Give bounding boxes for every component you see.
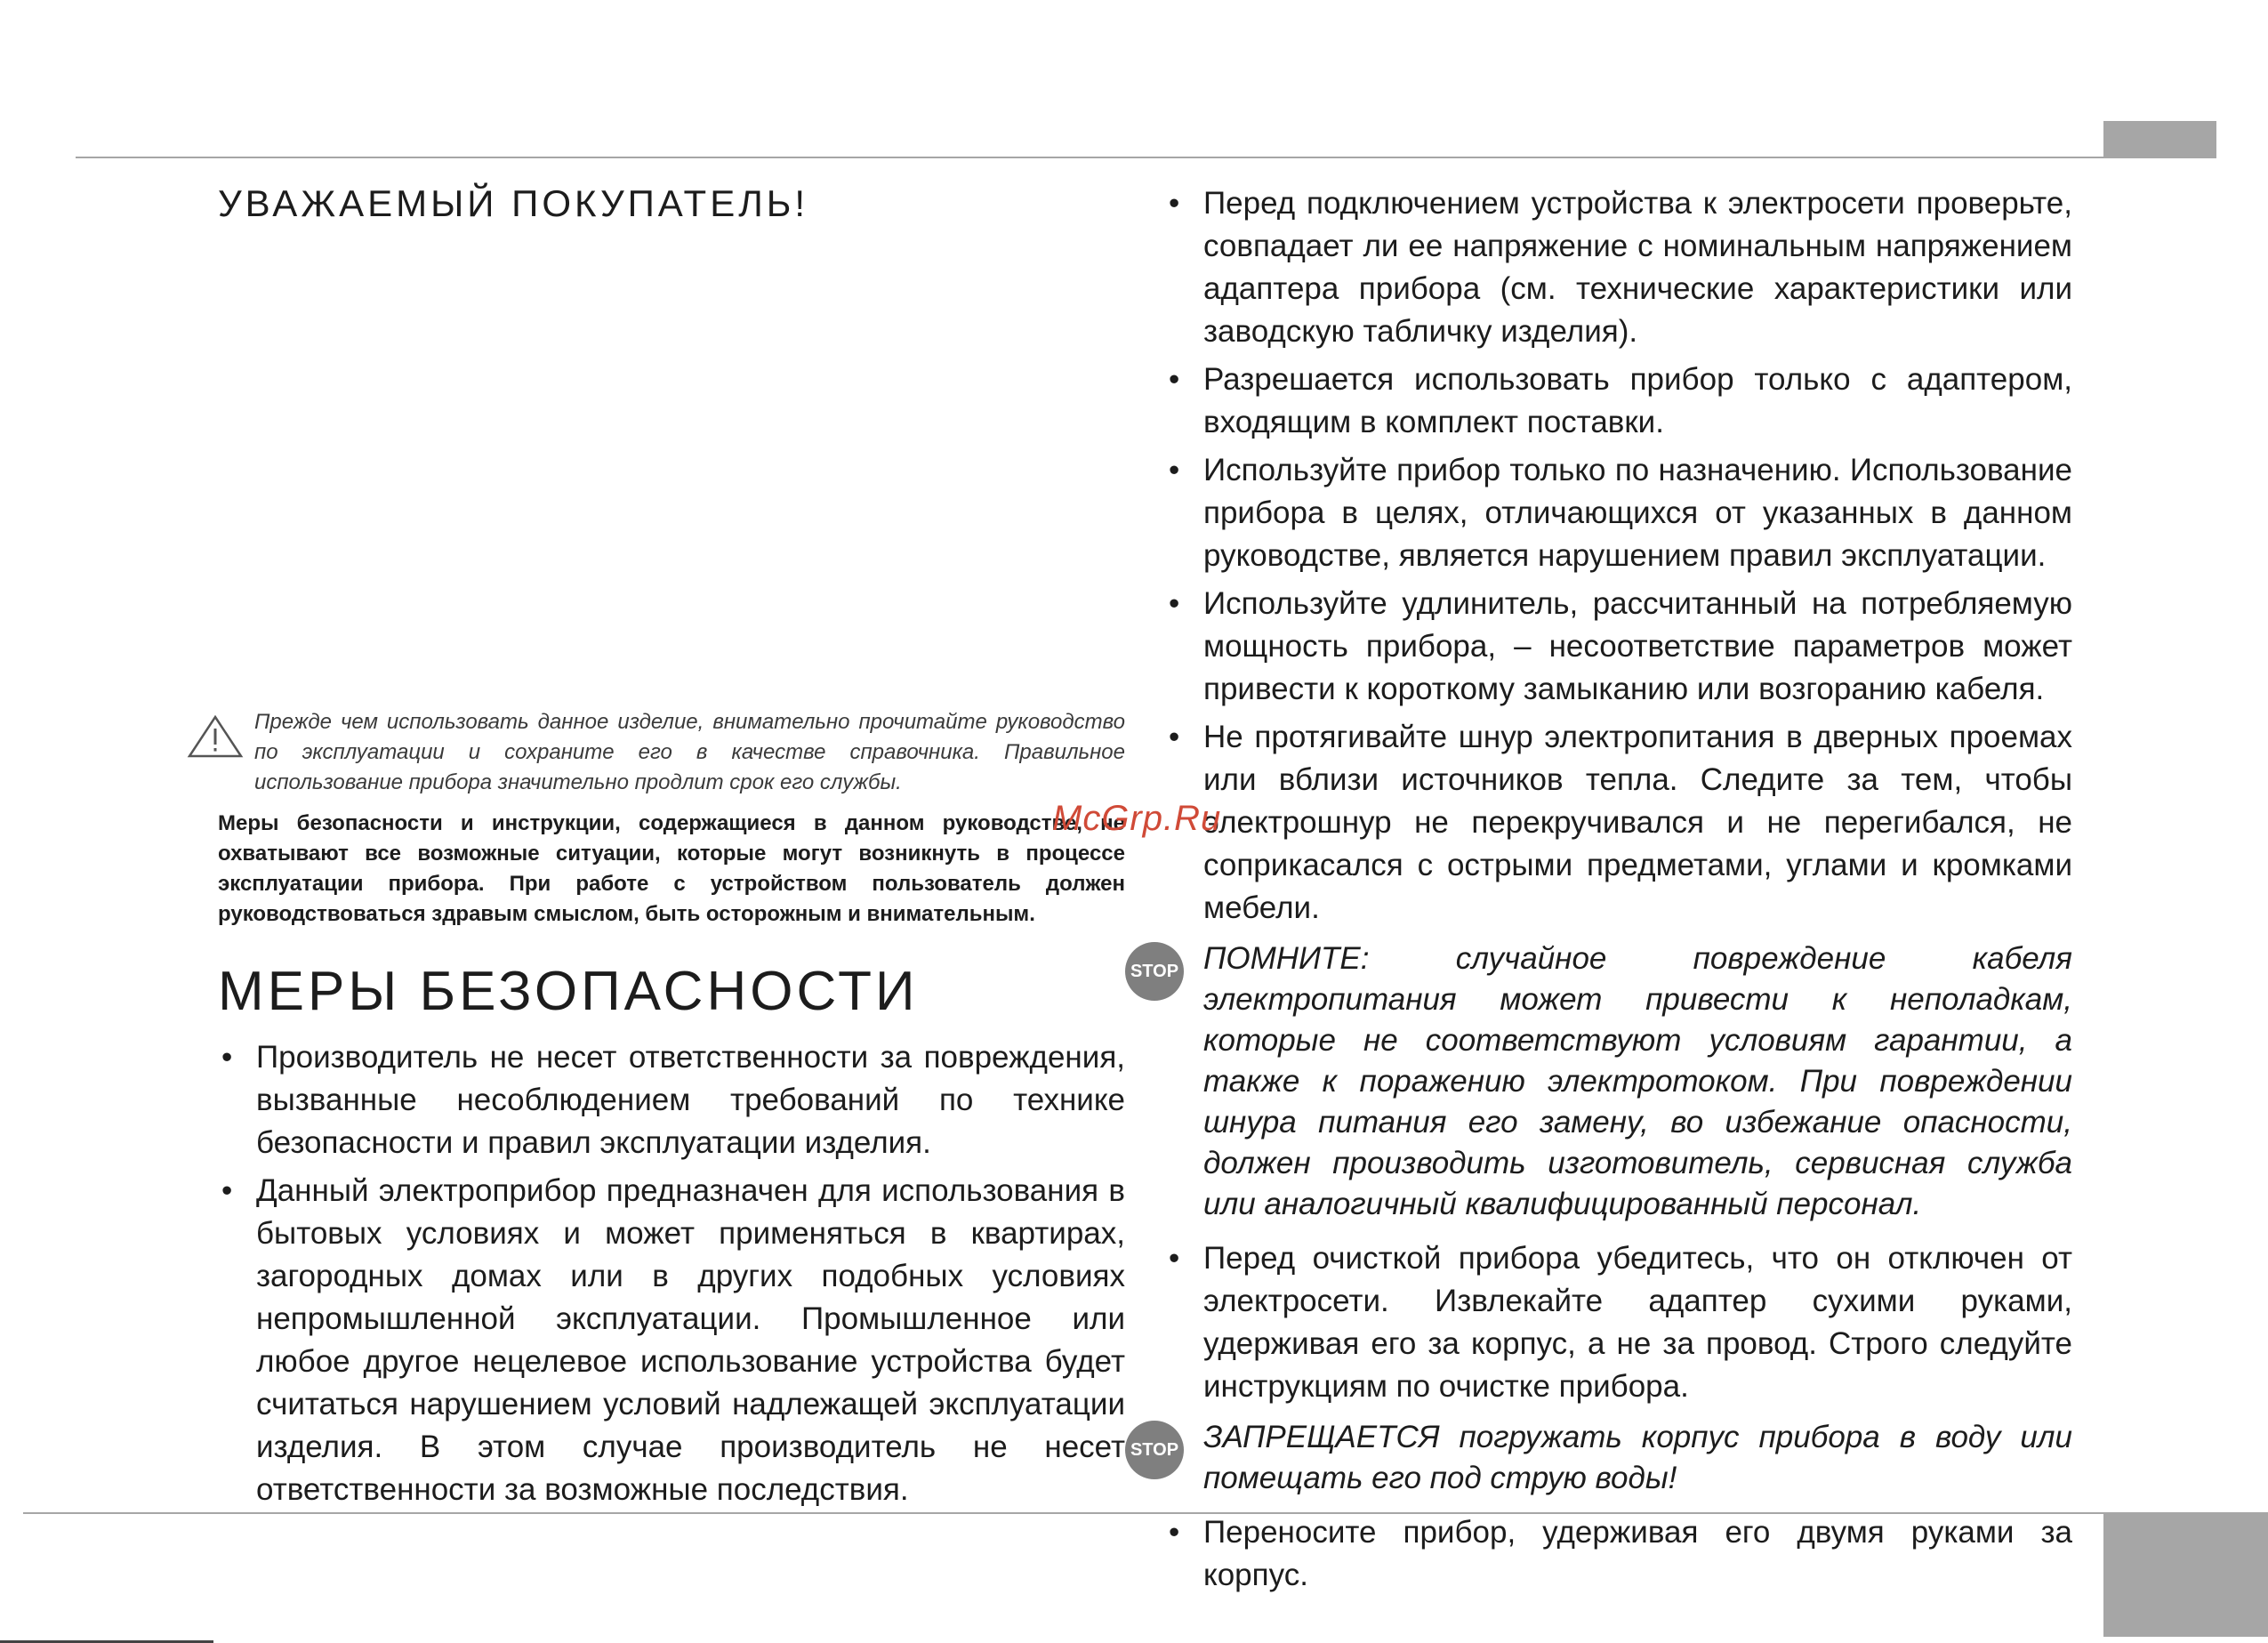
stop-icon: STOP xyxy=(1125,1421,1184,1479)
list-item: • Используйте удлинитель, рассчитанный на потребляемую мощность прибора, – несоответствие параметров может привести к короткому замыканию или возгоранию кабеля. xyxy=(1165,583,2072,711)
watermark: McGrp.Ru xyxy=(1052,799,1222,838)
right-bullet-list-b xyxy=(1165,1237,2072,1408)
bullet-icon: • xyxy=(1169,586,1180,621)
list-item: • Используйте прибор только по назначению. Использование прибора в целях, отличающихся от указанных в данном руководстве, является нарушением правил эксплуатации. xyxy=(1165,449,2072,577)
warning-triangle-icon xyxy=(187,714,244,759)
header-rule xyxy=(76,157,2215,158)
bullet-icon: • xyxy=(1169,186,1180,221)
footer-rule xyxy=(23,1512,2109,1514)
list-item: • Разрешается использовать прибор только с адаптером, входящим в комплект поставки. xyxy=(1165,358,2072,444)
list-item: • Производитель не несет ответственности за повреждения, вызванные несоблюдением требований по технике безопасности и правил эксплуатации изделия. xyxy=(218,1036,1125,1164)
list-item: • Не протягивайте шнур электропитания в дверных проемах или вблизи источников тепла. Следите за тем, чтобы электрошнур не перекручивался и не перегибался, не соприкасался с острыми предметами, углами и кромками мебели. xyxy=(1165,716,2072,930)
list-item: • Данный электроприбор предназначен для использования в бытовых условиях и может применяться в квартирах, загородных домах или в других подобных условиях непромышленной эксплуатации. Промышленное или любое другое нецелевое использование устройства будет считаться нарушением условий надлежащей эксплуатации изделия. В этом случае производитель не несет ответственности за возможные последствия. xyxy=(218,1170,1125,1511)
left-bullet-list xyxy=(218,1036,1125,1511)
bullet-icon: • xyxy=(221,1173,233,1208)
list-item: • Перед очисткой прибора убедитесь, что он отключен от электросети. Извлекайте адаптер сухими руками, удерживая его за корпус, а не за провод. Строго следуйте инструкциям по очистке прибора. xyxy=(1165,1237,2072,1408)
right-bullet-list-c xyxy=(1165,1511,2072,1597)
bullet-icon: • xyxy=(1169,362,1180,397)
header-tab xyxy=(2103,121,2216,158)
section-title: МЕРЫ БЕЗОПАСНОСТИ xyxy=(218,961,919,1022)
greeting-heading: УВАЖАЕМЫЙ ПОКУПАТЕЛЬ! xyxy=(218,182,809,224)
stop-note-forbidden: STOP ЗАПРЕЩАЕТСЯ погружать корпус прибора в воду или помещать его под струю воды! xyxy=(1165,1417,2072,1499)
bullet-icon: • xyxy=(1169,720,1180,754)
bullet-icon: • xyxy=(221,1040,233,1075)
left-column xyxy=(218,182,1125,1517)
stop-icon: STOP xyxy=(1125,942,1184,1001)
list-item: • Перед подключением устройства к электросети проверьте, совпадает ли ее напряжение с номинальным напряжением адаптера прибора (см. технические характеристики или заводскую табличку изделия). xyxy=(1165,182,2072,353)
warning-text: Прежде чем использовать данное изделие, внимательно прочитайте руководство по эксплуатации и сохраните его в качестве справочника. Правильное использование прибора значительно продлит срок его службы. xyxy=(254,710,1125,794)
list-item: • Переносите прибор, удерживая его двумя руками за корпус. xyxy=(1165,1511,2072,1597)
safety-disclaimer: Меры безопасности и инструкции, содержащиеся в данном руководстве, не охватывают все возможные ситуации, которые могут возникнуть в процессе эксплуатации прибора. При работе с устройством пользователь должен руководствоваться здравым смыслом, быть осторожным и внимательным. xyxy=(218,811,1125,926)
footer-tab xyxy=(2103,1512,2268,1637)
bullet-icon: • xyxy=(1169,1241,1180,1276)
right-bullet-list-a xyxy=(1165,182,2072,930)
bullet-icon: • xyxy=(1169,1515,1180,1550)
stop-note-remember: STOP ПОМНИТЕ: случайное повреждение кабеля электропитания может привести к неполадкам, которые не соответствуют условиям гарантии, а также к поражению электротоком. При повреждении шнура питания его замену, во избежание опасности, должен производить изготовитель, сервисная служба или аналогичный квалифицированный персонал. xyxy=(1165,938,2072,1225)
bullet-icon: • xyxy=(1169,453,1180,487)
warning-note xyxy=(187,707,1125,798)
